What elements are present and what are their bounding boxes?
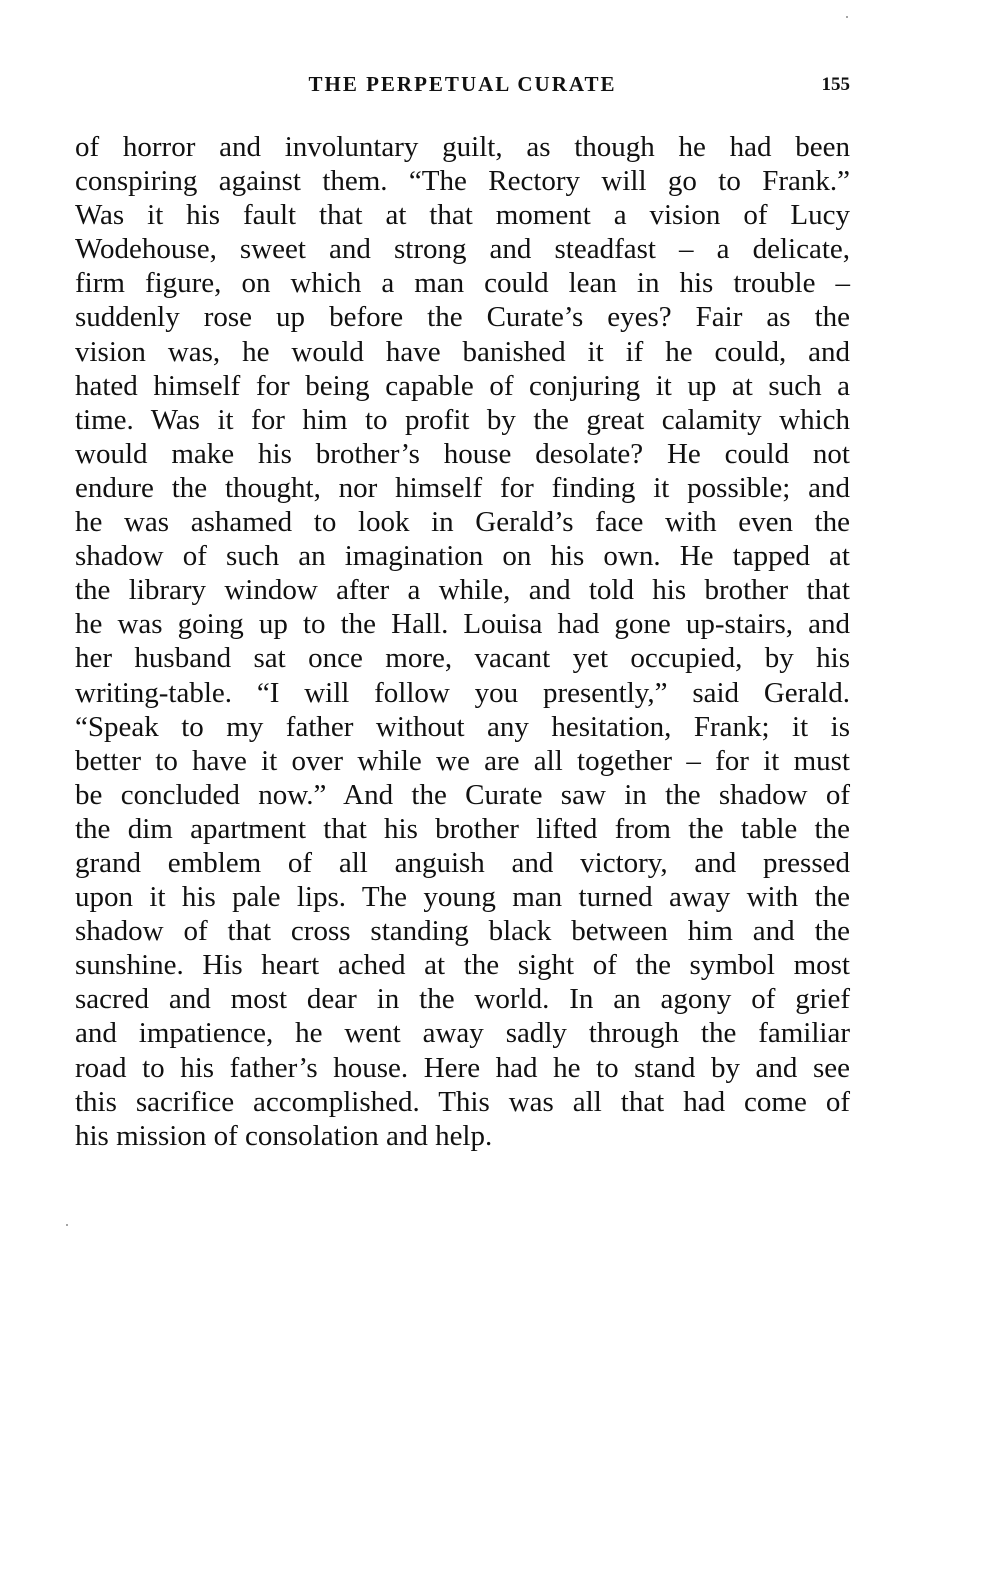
text-line: endure the thought, nor himself for finding it possible; and (75, 471, 850, 504)
text-line: he was going up to the Hall. Louisa had gone up-stairs, and (75, 608, 850, 641)
scan-speck (846, 16, 848, 18)
text-line: be concluded now.” And the Curate saw in the shadow of (75, 778, 850, 811)
scan-speck (66, 1224, 68, 1226)
text-line: suddenly rose up before the Curate’s eyes? Fair as the (75, 301, 850, 334)
running-title: THE PERPETUAL CURATE (308, 72, 617, 96)
text-line: he was ashamed to look in Gerald’s face with even the (75, 506, 850, 539)
text-line: would make his brother’s house desolate? He could not (75, 437, 850, 470)
text-line: time. Was it for him to profit by the great calamity which (75, 403, 850, 436)
text-line: vision was, he would have banished it if he could, and (75, 335, 850, 368)
body-paragraph (75, 130, 850, 1153)
text-line: writing-table. “I will follow you presently,” said Gerald. (75, 676, 850, 709)
page-number: 155 (821, 74, 850, 95)
text-line: grand emblem of all anguish and victory, and pressed (75, 846, 850, 879)
text-line: the dim apartment that his brother lifted from the table the (75, 812, 850, 845)
text-line-last: his mission of consolation and help. (75, 1119, 493, 1152)
text-line: shadow of that cross standing black between him and the (75, 915, 850, 948)
text-line: “Speak to my father without any hesitation, Frank; it is (75, 710, 850, 743)
text-line: shadow of such an imagination on his own. He tapped at (75, 540, 850, 573)
text-line: and impatience, he went away sadly through the familiar (75, 1017, 850, 1050)
text-line: sacred and most dear in the world. In an agony of grief (75, 983, 850, 1016)
text-line: Wodehouse, sweet and strong and steadfast – a delicate, (75, 233, 850, 266)
text-line: sunshine. His heart ached at the sight of the symbol most (75, 949, 850, 982)
text-line: firm figure, on which a man could lean in his trouble – (75, 267, 850, 300)
text-line: this sacrifice accomplished. This was all that had come of (75, 1085, 850, 1118)
text-line: better to have it over while we are all together – for it must (75, 744, 850, 777)
text-line: her husband sat once more, vacant yet occupied, by his (75, 642, 850, 675)
text-line: the library window after a while, and told his brother that (75, 574, 850, 607)
running-head (75, 72, 850, 100)
text-line: conspiring against them. “The Rectory will go to Frank.” (75, 165, 850, 198)
text-line: hated himself for being capable of conjuring it up at such a (75, 369, 850, 402)
text-line: Was it his fault that at that moment a vision of Lucy (75, 199, 850, 232)
text-line: of horror and involuntary guilt, as though he had been (75, 131, 850, 163)
text-line: road to his father’s house. Here had he to stand by and see (75, 1051, 850, 1084)
text-line: upon it his pale lips. The young man turned away with the (75, 881, 850, 914)
